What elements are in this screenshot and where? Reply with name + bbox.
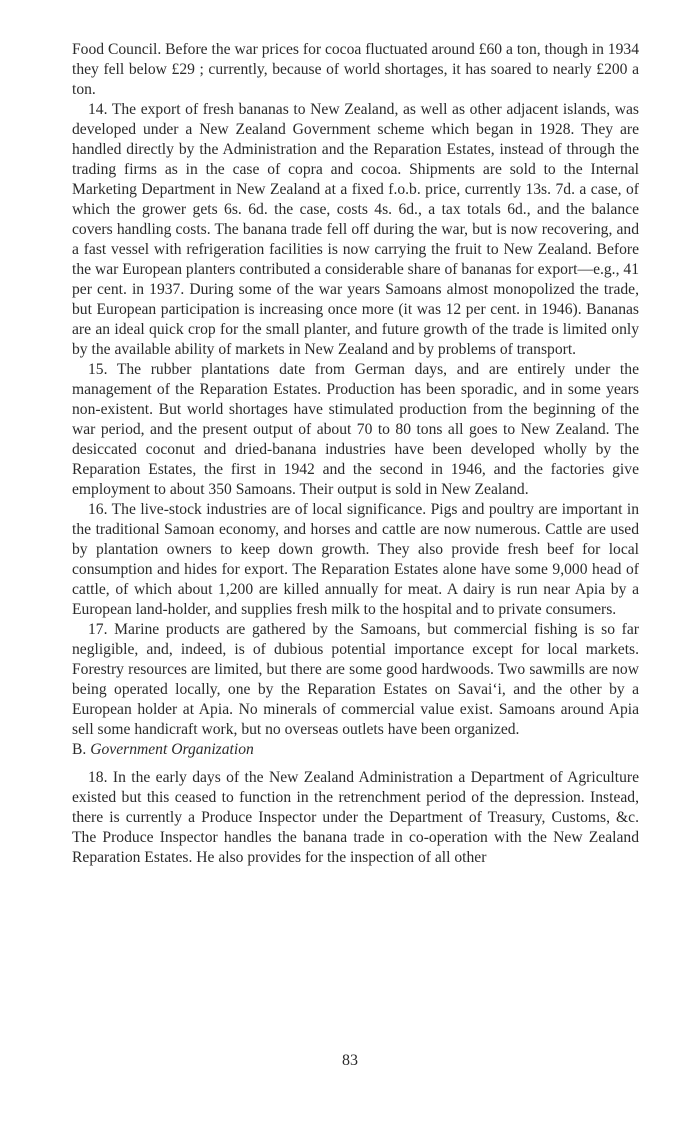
paragraph-18: 18. In the early days of the New Zealand Administration a Department of Agriculture existed but this ceased to function in the retrenchment period of the depression. Instead, there is currently a Produce Inspector under the Department of Treasury, Customs, &c. The Produce Inspector handles the banana trade in co-operation with the New Zealand Reparation Estates. He also provides for the inspection of all other <box>72 769 639 866</box>
paragraph-15: 15. The rubber plantations date from German days, and are entirely under the management of the Reparation Estates. Production has been sporadic, and in some years non-existent. But world shortages have stimulated production from the beginning of the war period, and the present output of about 70 to 80 tons all goes to New Zealand. The desiccated coconut and dried-banana industries have been developed wholly by the Reparation Estates, the first in 1942 and the second in 1946, and the factories give employment to about 350 Samoans. Their output is sold in New Zealand. <box>72 361 639 498</box>
document-page <box>72 40 639 868</box>
section-title: Government Organization <box>90 741 254 758</box>
paragraph-continuation: Food Council. Before the war prices for cocoa fluctuated around £60 a ton, though in 1934 they fell below £29 ; currently, because of world shortages, it has soared to nearly £200 a ton. <box>72 41 639 98</box>
paragraph-17: 17. Marine products are gathered by the Samoans, but commercial fishing is so far negligible, and, indeed, is of dubious potential importance except for local markets. Forestry resources are limited, but there are some good hardwoods. Two sawmills are now being operated locally, one by the Reparation Estates on Savai‘i, and the other by a European holder at Apia. No minerals of commercial value exist. Samoans around Apia sell some handicraft work, but no overseas outlets have been organized. <box>72 621 639 738</box>
section-letter: B. <box>72 741 87 758</box>
section-heading <box>72 740 639 760</box>
paragraph-16: 16. The live-stock industries are of local significance. Pigs and poultry are important in the traditional Samoan economy, and horses and cattle are now numerous. Cattle are used by plantation owners to keep down growth. They also provide fresh beef for local consumption and hides for export. The Reparation Estates alone have some 9,000 head of cattle, of which about 1,200 are killed annually for meat. A dairy is run near Apia by a European land-holder, and supplies fresh milk to the hospital and to private consumers. <box>72 501 639 618</box>
paragraph-14: 14. The export of fresh bananas to New Zealand, as well as other adjacent islands, was developed under a New Zealand Government scheme which began in 1928. They are handled directly by the Administration and the Reparation Estates, instead of through the trading firms as in the case of copra and cocoa. Shipments are sold to the Internal Marketing Department in New Zealand at a fixed f.o.b. price, currently 13s. 7d. a case, of which the grower gets 6s. 6d. the case, costs 4s. 6d., a tax totals 6d., and the balance covers handling costs. The banana trade fell off during the war, but is now recovering, and a fast vessel with refrigeration facilities is now carrying the fruit to New Zealand. Before the war European planters contributed a considerable share of bananas for export—e.g., 41 per cent. in 1937. During some of the war years Samoans almost monopolized the trade, but European participation is increasing once more (it was 12 per cent. in 1946). Bananas are an ideal quick crop for the small planter, and future growth of the trade is limited only by the available ability of markets in New Zealand and by problems of transport. <box>72 101 639 358</box>
page-number: 83 <box>342 1052 358 1069</box>
